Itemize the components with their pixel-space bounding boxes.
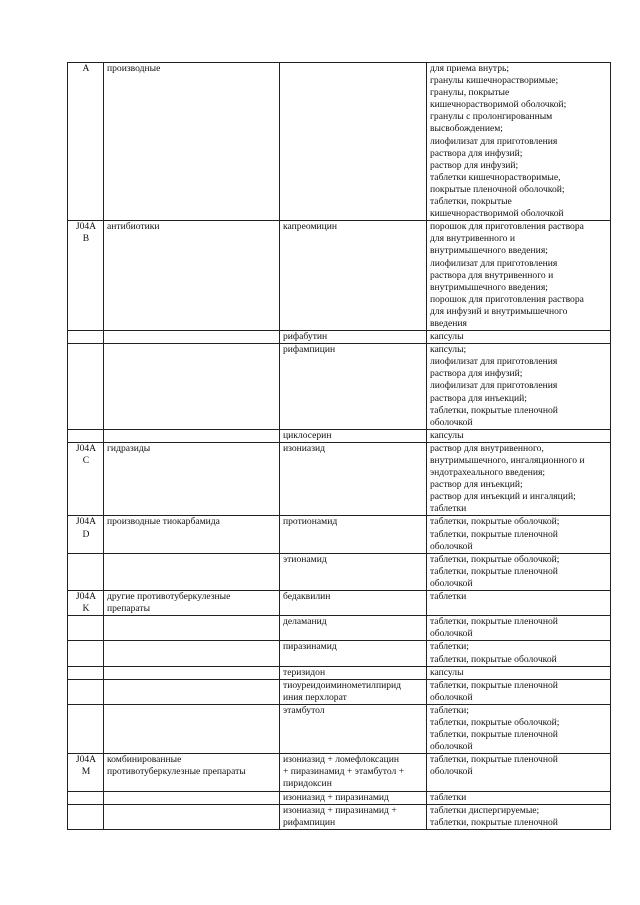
drug-cell: рифабутин — [280, 331, 427, 344]
atc-code-cell — [68, 553, 104, 590]
group-cell — [104, 331, 280, 344]
table-row — [68, 429, 611, 442]
drug-cell: этионамид — [280, 553, 427, 590]
group-cell — [104, 804, 280, 829]
group-cell — [104, 666, 280, 679]
drug-cell: тиоуреидоиминометилпирид иния перхлорат — [280, 679, 427, 704]
table-row — [68, 344, 611, 430]
table-row — [68, 221, 611, 331]
table-row — [68, 616, 611, 641]
medication-table — [67, 62, 611, 830]
group-cell: комбинированные противотуберкулезные препараты — [104, 754, 280, 791]
atc-code-cell: A — [68, 63, 104, 221]
table-row — [68, 679, 611, 704]
atc-code-cell — [68, 616, 104, 641]
dosage-forms-cell: капсулы — [427, 429, 611, 442]
atc-code-cell — [68, 679, 104, 704]
group-cell: другие противотуберкулезные препараты — [104, 591, 280, 616]
dosage-forms-cell: таблетки, покрытые оболочкой; таблетки, покрытые пленочной оболочкой — [427, 553, 611, 590]
table-row — [68, 704, 611, 753]
atc-code-cell — [68, 641, 104, 666]
atc-code-cell: J04A C — [68, 442, 104, 516]
drug-cell: теризидон — [280, 666, 427, 679]
table-row — [68, 754, 611, 791]
group-cell — [104, 791, 280, 804]
drug-cell — [280, 63, 427, 221]
dosage-forms-cell: таблетки, покрытые оболочкой; таблетки, покрытые пленочной оболочкой — [427, 516, 611, 553]
table-row — [68, 666, 611, 679]
drug-cell: капреомицин — [280, 221, 427, 331]
atc-code-cell: J04A B — [68, 221, 104, 331]
group-cell — [104, 429, 280, 442]
drug-cell: протионамид — [280, 516, 427, 553]
drug-cell: пиразинамид — [280, 641, 427, 666]
document-page — [67, 62, 610, 830]
drug-cell: изониазид + пиразинамид — [280, 791, 427, 804]
dosage-forms-cell: порошок для приготовления раствора для внутривенного и внутримышечного введения; лиофилизат для приготовления раствора для внутривенного и внутримышечного введения; порошок для приготовления раствора для инфузий и внутримышечного введения — [427, 221, 611, 331]
group-cell — [104, 344, 280, 430]
atc-code-cell — [68, 804, 104, 829]
drug-cell: изониазид + ломефлоксацин + пиразинамид + этамбутол + пиридоксин — [280, 754, 427, 791]
atc-code-cell: J04A K — [68, 591, 104, 616]
table-row — [68, 641, 611, 666]
dosage-forms-cell: капсулы; лиофилизат для приготовления раствора для инфузий; лиофилизат для приготовления раствора для инъекций; таблетки, покрытые пленочной оболочкой — [427, 344, 611, 430]
group-cell: гидразиды — [104, 442, 280, 516]
dosage-forms-cell: раствор для внутривенного, внутримышечного, ингаляционного и эндотрахеального введения; раствор для инъекций; раствор для инъекций и ингаляций; таблетки — [427, 442, 611, 516]
group-cell — [104, 616, 280, 641]
atc-code-cell — [68, 344, 104, 430]
dosage-forms-cell: таблетки; таблетки, покрытые оболочкой — [427, 641, 611, 666]
group-cell: производные — [104, 63, 280, 221]
group-cell: производные тиокарбамида — [104, 516, 280, 553]
group-cell — [104, 704, 280, 753]
drug-cell: деламанид — [280, 616, 427, 641]
table-row — [68, 553, 611, 590]
atc-code-cell — [68, 429, 104, 442]
dosage-forms-cell: капсулы — [427, 331, 611, 344]
atc-code-cell: J04A M — [68, 754, 104, 791]
dosage-forms-cell: таблетки, покрытые пленочной оболочкой — [427, 679, 611, 704]
group-cell: антибиотики — [104, 221, 280, 331]
drug-cell: бедаквилин — [280, 591, 427, 616]
dosage-forms-cell: таблетки, покрытые пленочной оболочкой — [427, 754, 611, 791]
dosage-forms-cell: таблетки, покрытые пленочной оболочкой — [427, 616, 611, 641]
group-cell — [104, 553, 280, 590]
atc-code-cell — [68, 791, 104, 804]
drug-cell: изониазид + пиразинамид + рифампицин — [280, 804, 427, 829]
atc-code-cell — [68, 704, 104, 753]
group-cell — [104, 641, 280, 666]
table-row — [68, 442, 611, 516]
dosage-forms-cell: таблетки — [427, 591, 611, 616]
dosage-forms-cell: таблетки; таблетки, покрытые оболочкой; таблетки, покрытые пленочной оболочкой — [427, 704, 611, 753]
atc-code-cell — [68, 666, 104, 679]
drug-cell: этамбутол — [280, 704, 427, 753]
drug-cell: изониазид — [280, 442, 427, 516]
dosage-forms-cell: капсулы — [427, 666, 611, 679]
table-row — [68, 791, 611, 804]
atc-code-cell — [68, 331, 104, 344]
table-row — [68, 804, 611, 829]
table-row — [68, 516, 611, 553]
drug-cell: циклосерин — [280, 429, 427, 442]
table-row — [68, 591, 611, 616]
dosage-forms-cell: таблетки — [427, 791, 611, 804]
drug-cell: рифампицин — [280, 344, 427, 430]
table-row — [68, 331, 611, 344]
table-row — [68, 63, 611, 221]
dosage-forms-cell: для приема внутрь; гранулы кишечнорастворимые; гранулы, покрытые кишечнорастворимой оболочкой; гранулы с пролонгированным высвобождением; лиофилизат для приготовления раствора для инфузий; раствор для инфузий; таблетки кишечнорастворимые, покрытые пленочной оболочкой; таблетки, покрытые кишечнорастворимой оболочкой — [427, 63, 611, 221]
dosage-forms-cell: таблетки диспергируемые; таблетки, покрытые пленочной — [427, 804, 611, 829]
group-cell — [104, 679, 280, 704]
atc-code-cell: J04A D — [68, 516, 104, 553]
